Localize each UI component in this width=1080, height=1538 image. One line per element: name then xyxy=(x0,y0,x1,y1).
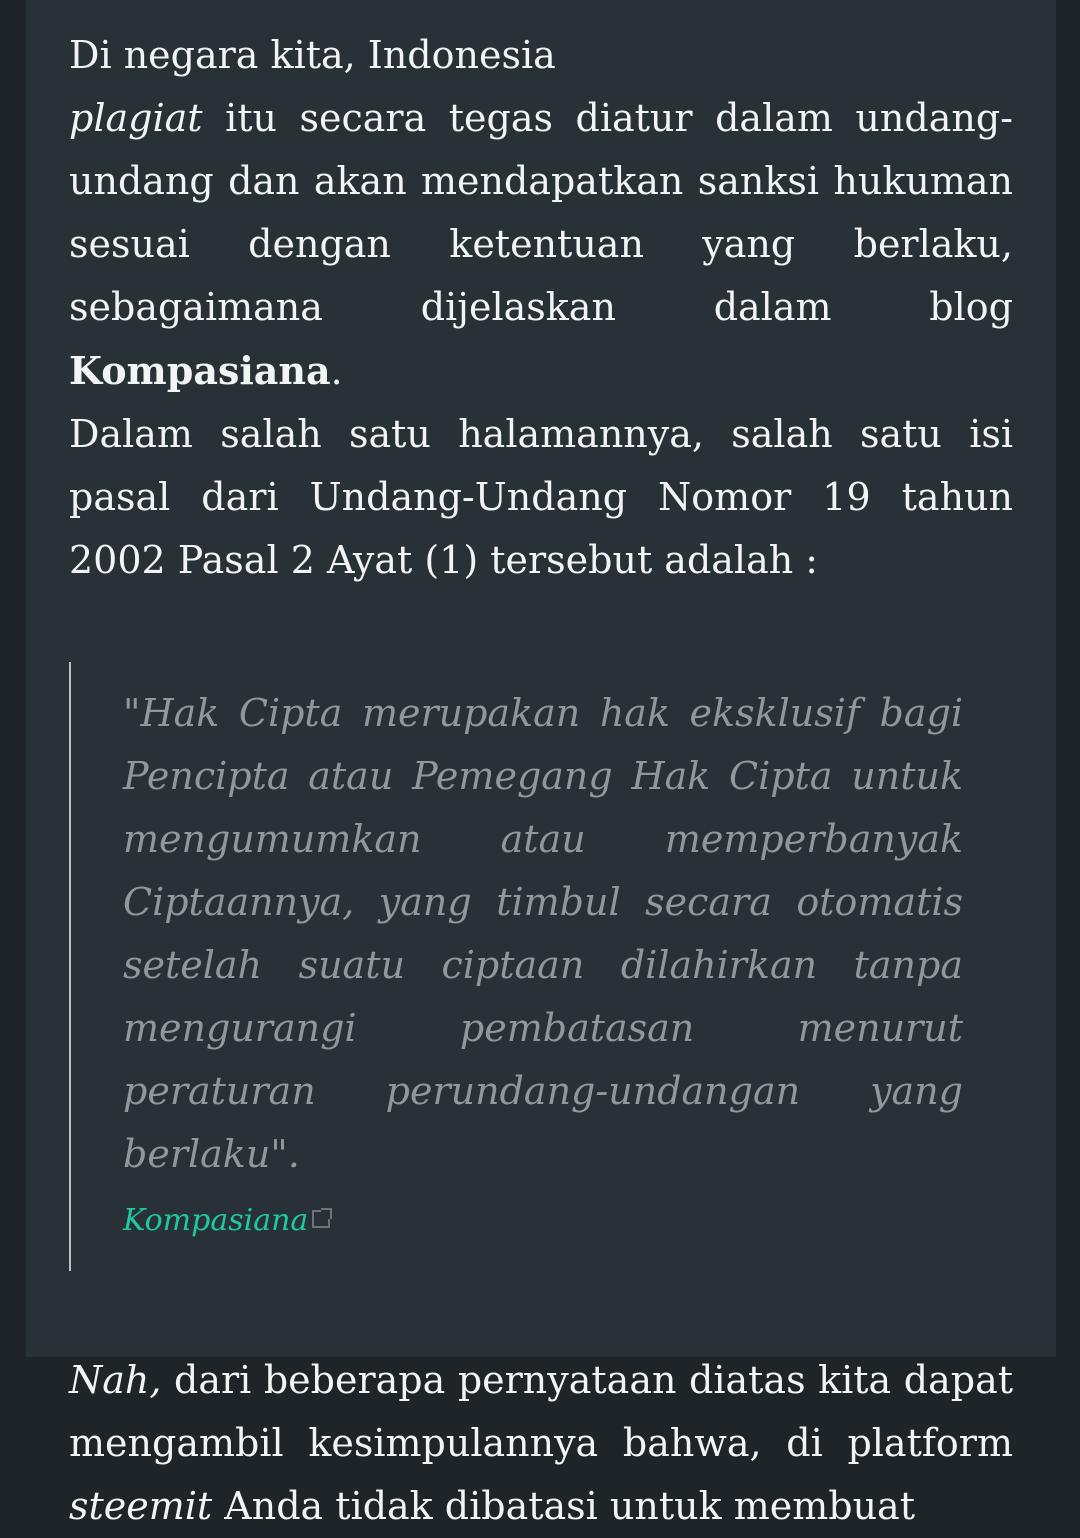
blockquote xyxy=(69,662,1013,1271)
paragraph-1 xyxy=(69,24,1013,87)
steemit-emphasis: steemit xyxy=(69,1484,213,1528)
external-link-icon xyxy=(312,1210,330,1228)
kompasiana-bold: Kompasiana xyxy=(69,348,331,393)
plagiat-emphasis: plagiat xyxy=(69,96,203,140)
paragraph-3 xyxy=(69,1349,1013,1538)
source-link-kompasiana[interactable] xyxy=(123,1200,330,1242)
article-body xyxy=(69,24,1013,1538)
nah-emphasis: Nah, xyxy=(69,1358,162,1402)
paragraph-1-text-start: Di negara kita, Indonesia xyxy=(69,33,556,77)
quote-text: "Hak Cipta merupakan hak eksklusif bagi Pencipta atau Pemegang Hak Cipta untuk mengumumkan atau memperbanyak Ciptaannya, yang timbul secara otomatis setelah suatu ciptaan dilahirkan tanpa mengurangi pembatasan menurut peraturan perundang-undangan yang berlaku". xyxy=(123,691,963,1176)
paragraph-2: Dalam salah satu halamannya, salah satu isi pasal dari Undang-Undang Nomor 19 tahun 2002 Pasal 2 Ayat (1) tersebut adalah : xyxy=(69,412,1013,582)
post-card xyxy=(26,0,1056,1528)
source-link-label: Kompasiana xyxy=(123,1203,309,1238)
paragraph-3-text-end: Anda tidak dibatasi untuk membuat xyxy=(212,1484,915,1528)
indonesia-flag-icon xyxy=(576,38,618,71)
paragraph-1-text-middle: itu secara tegas diatur dalam undang-undang dan akan mendapatkan sanksi hukuman sesuai dengan ketentuan yang berlaku, sebagaimana dijelaskan dalam blog xyxy=(69,96,1013,329)
paragraph-3-text-start: dari beberapa pernyataan diatas kita dapat mengambil kesimpulannya bahwa, di platform xyxy=(69,1358,1013,1465)
paragraph-1-text-end: . xyxy=(330,349,343,393)
